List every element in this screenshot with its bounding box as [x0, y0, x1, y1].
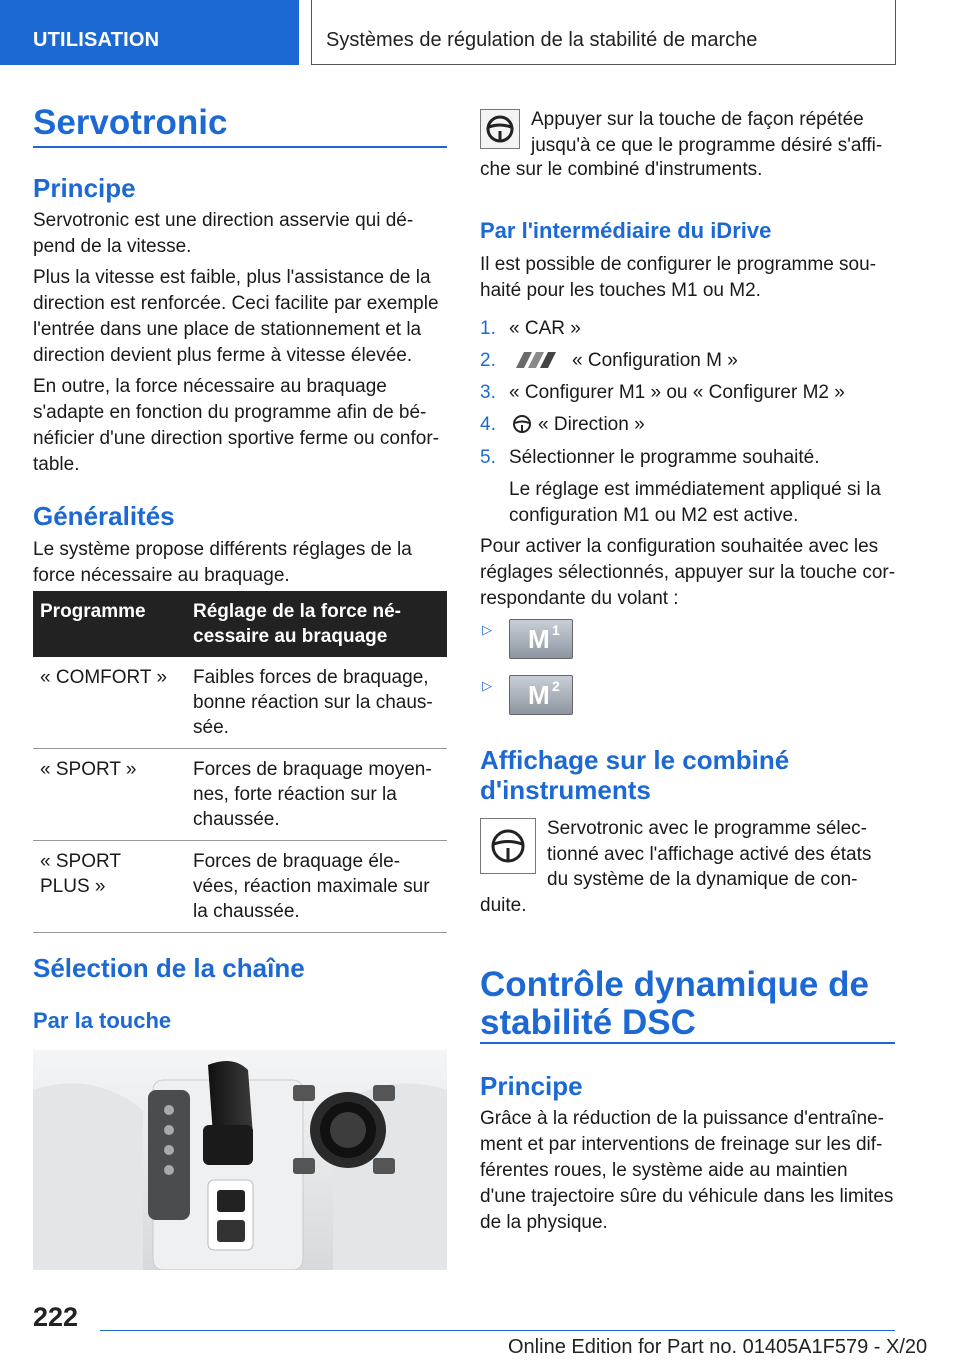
- bullet-triangle-icon: ▷: [482, 678, 492, 693]
- generalites-line: force nécessaire au braquage.: [33, 565, 290, 586]
- dsc-line: de la physique.: [480, 1212, 608, 1233]
- chapter-title-box: [311, 0, 896, 65]
- footer-rule: [100, 1330, 895, 1331]
- step-text: « Configurer M1 » ou « Configurer M2 »: [509, 382, 845, 403]
- table-cell-programme: « SPORT PLUS »: [33, 841, 186, 933]
- table-row: [33, 841, 447, 933]
- step-text: « CAR »: [509, 318, 581, 339]
- step-number: 3.: [480, 382, 496, 403]
- dsc-line: Grâce à la réduction de la puissance d'entraîne‐: [480, 1108, 884, 1129]
- step-note: configuration M1 ou M2 est active.: [509, 505, 799, 526]
- page-number: 222: [33, 1302, 79, 1332]
- dsc-title: Contrôle dynamique de: [480, 965, 869, 1004]
- principe-p3-line: s'adapte en fonction du programme afin de bé‐: [33, 402, 427, 423]
- step-number: 5.: [480, 447, 496, 468]
- step-text: « Configuration M »: [572, 350, 738, 371]
- section-tab-label: UTILISATION: [33, 29, 160, 51]
- idrive-line: Il est possible de configurer le programme sou‐: [480, 254, 877, 275]
- principe-p1-line: pend de la vitesse.: [33, 236, 192, 257]
- center-console-photo: [33, 1050, 447, 1270]
- dsc-line: d'une trajectoire sûre du véhicule dans les limites: [480, 1186, 894, 1207]
- principe-p2-line: Plus la vitesse est faible, plus l'assistance de la: [33, 267, 431, 288]
- affichage-heading: Affichage sur le combiné: [480, 745, 790, 775]
- idrive-heading: Par l'intermédiaire du iDrive: [480, 218, 772, 243]
- steering-wheel-icon: [512, 414, 532, 439]
- activate-line: respondante du volant :: [480, 588, 679, 609]
- activate-line: Pour activer la configuration souhaitée avec les: [480, 536, 879, 557]
- steering-wheel-display-icon: [480, 818, 536, 874]
- principe-p2-line: direction est renforcée. Ceci facilite par exemple: [33, 293, 439, 314]
- steering-programs-table: [33, 591, 447, 933]
- principe-p3-line: En outre, la force nécessaire au braquage: [33, 376, 387, 397]
- affichage-line: du système de la dynamique de con‐: [547, 869, 858, 890]
- step-text: Sélectionner le programme souhaité.: [509, 447, 820, 468]
- principe-p1-line: Servotronic est une direction asservie qui dé‐: [33, 210, 414, 231]
- chapter-title: Systèmes de régulation de la stabilité de marche: [326, 29, 758, 51]
- bullet-triangle-icon: ▷: [482, 622, 492, 637]
- table-header-reglage: Réglage de la force né‐ cessaire au braquage: [186, 591, 447, 657]
- table-header-row: [33, 591, 447, 657]
- center-console-illustration: [33, 1050, 447, 1270]
- table-row: [33, 657, 447, 749]
- principe-p2-line: direction devient plus ferme à vitesse élevée.: [33, 345, 413, 366]
- title-rule: [33, 146, 447, 148]
- steering-wheel-button-icon: [480, 109, 520, 149]
- principe-p3-line: table.: [33, 454, 80, 475]
- step-text: « Direction »: [538, 414, 645, 435]
- table-cell-reglage: Forces de braquage éle‐ vées, réaction maximale sur la chaussée.: [186, 841, 447, 933]
- generalites-line: Le système propose différents réglages de la: [33, 539, 412, 560]
- table-row: [33, 749, 447, 841]
- press-line: che sur le combiné d'instruments.: [480, 159, 763, 180]
- step-note: Le réglage est immédiatement appliqué si la: [509, 479, 881, 500]
- affichage-heading: d'instruments: [480, 775, 651, 805]
- step-number: 1.: [480, 318, 496, 339]
- m2-button-icon: M 2: [509, 675, 573, 715]
- dsc-title: stabilité DSC: [480, 1003, 696, 1042]
- section-tab[interactable]: [0, 0, 299, 65]
- step-number: 4.: [480, 414, 496, 435]
- press-line: jusqu'à ce que le programme désiré s'affi‐: [531, 135, 883, 156]
- principe-heading: Principe: [33, 173, 136, 203]
- footer-edition: Online Edition for Part no. 01405A1F579 - X/20: [508, 1336, 928, 1358]
- m1-button-icon: M 1: [509, 619, 573, 659]
- table-cell-programme: « COMFORT »: [33, 657, 186, 749]
- table-cell-reglage: Faibles forces de braquage, bonne réaction sur la chaus‐ sée.: [186, 657, 447, 749]
- press-line: Appuyer sur la touche de façon répétée: [531, 109, 864, 130]
- affichage-line: duite.: [480, 895, 527, 916]
- table-cell-reglage: Forces de braquage moyen‐ nes, forte réaction sur la chaussée.: [186, 749, 447, 841]
- principe-p2-line: l'entrée dans une place de stationnement et la: [33, 319, 422, 340]
- par-touche-heading: Par la touche: [33, 1008, 172, 1033]
- m-stripes-icon: [512, 351, 564, 374]
- activate-line: réglages sélectionnés, appuyer sur la touche cor‐: [480, 562, 896, 583]
- page-title: Servotronic: [33, 103, 228, 142]
- selection-heading: Sélection de la chaîne: [33, 953, 305, 983]
- dsc-title-rule: [480, 1042, 895, 1044]
- principe-p3-line: néficier d'une direction sportive ferme ou confor‐: [33, 428, 439, 449]
- generalites-heading: Généralités: [33, 501, 175, 531]
- dsc-line: ment et par interventions de freinage sur les dif‐: [480, 1134, 883, 1155]
- idrive-line: haité pour les touches M1 ou M2.: [480, 280, 761, 301]
- dsc-line: férentes roues, le système aide au maintien: [480, 1160, 848, 1181]
- table-header-programme: Programme: [33, 591, 186, 657]
- affichage-line: tionné avec l'affichage activé des états: [547, 844, 872, 865]
- affichage-line: Servotronic avec le programme sélec‐: [547, 818, 867, 839]
- dsc-principe-heading: Principe: [480, 1071, 583, 1101]
- step-number: 2.: [480, 350, 496, 371]
- table-cell-programme: « SPORT »: [33, 749, 186, 841]
